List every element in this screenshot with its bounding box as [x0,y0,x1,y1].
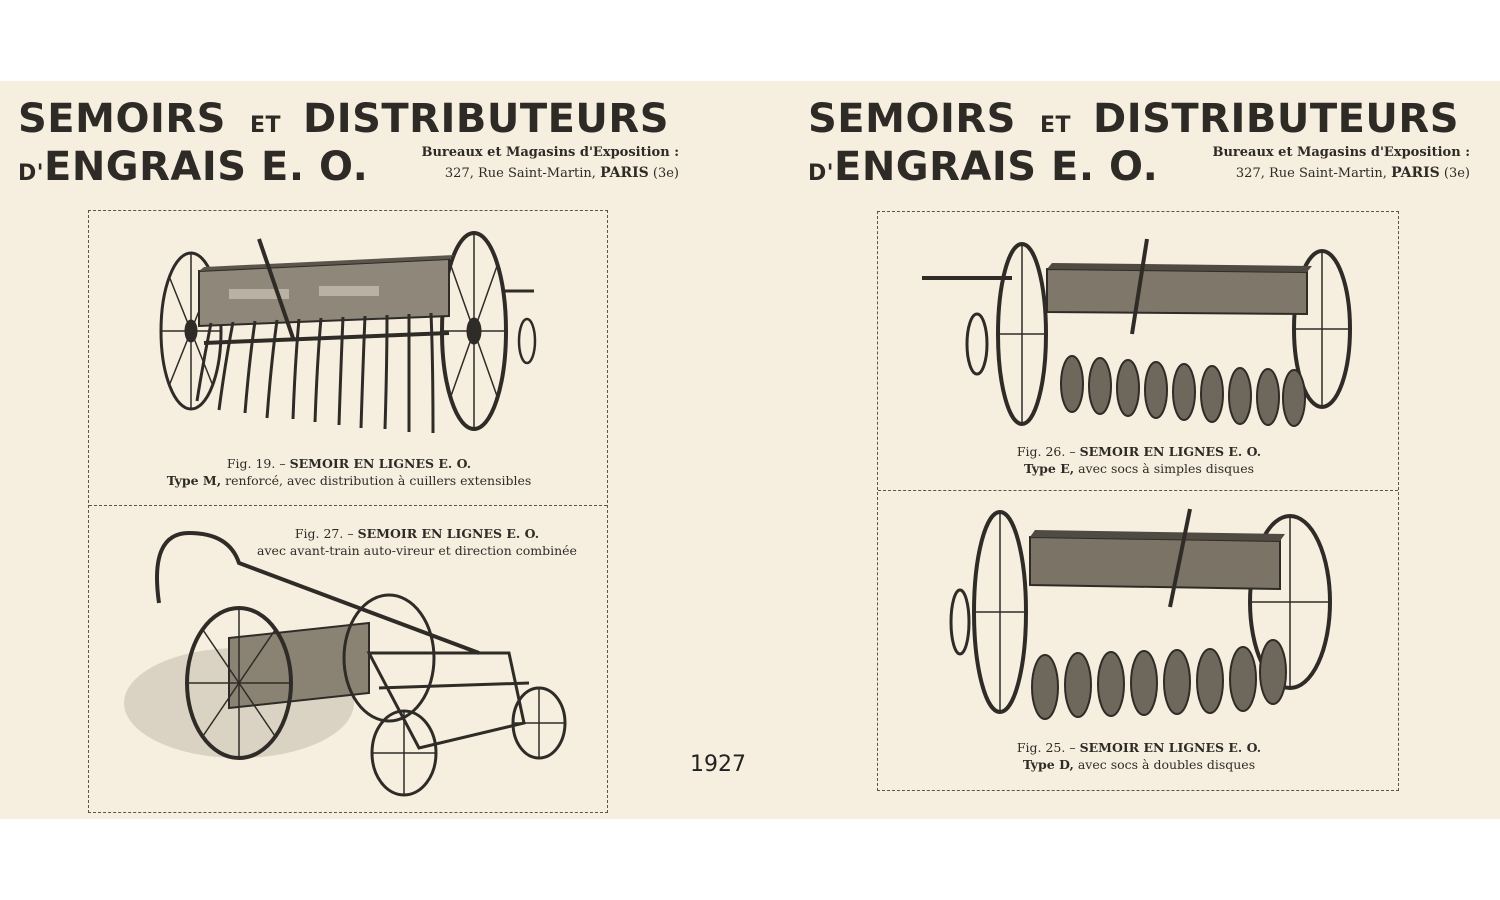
title-engrais: ENGRAIS E. O. [834,144,1159,190]
fig26-type: Type E, [1023,461,1075,476]
address-city: PARIS [600,165,649,181]
right-page [790,81,1490,819]
title-d: D' [808,161,834,186]
fig26-desc: avec socs à simples disques [1078,461,1255,476]
seed-drill-type-e-illustration [922,234,1362,434]
address-line2 [1205,163,1470,184]
fig19-caption [89,455,609,489]
address-line2 [414,163,679,184]
year-label: 1927 [690,752,746,777]
fig25-desc: avec socs à doubles disques [1077,757,1256,772]
address-line1: Bureaux et Magasins d'Exposition : [1212,145,1470,160]
address-block [414,143,679,184]
fig25-caption-line1 [878,739,1400,756]
fig26-caption-line2 [878,460,1400,477]
fig25-caption [878,739,1400,773]
seed-drill-fore-carriage-illustration [119,523,569,803]
frame-divider [89,505,607,506]
title-d: D' [18,161,44,186]
title-distributeurs: DISTRIBUTEURS [1092,96,1460,142]
figure-frame [877,211,1399,791]
fig19-caption-line2 [89,472,609,489]
header-title-line2 [18,143,368,198]
address-street: 327, Rue Saint-Martin, [444,166,596,181]
address-arrondissement: (3e) [652,166,679,181]
fig25-type: Type D, [1022,757,1074,772]
title-distributeurs: DISTRIBUTEURS [302,96,670,142]
fig27-desc: avec avant-train auto-vireur et direction combinée [257,543,577,558]
address-arrondissement: (3e) [1443,166,1470,181]
seed-drill-type-m-illustration [149,231,539,451]
fig26-caption-line1 [878,443,1400,460]
figure-frame [88,210,608,813]
fig25-title: SEMOIR EN LIGNES E. O. [1079,740,1262,755]
title-et: ET [1039,113,1071,138]
title-semoirs: SEMOIRS [18,96,226,142]
seed-drill-type-d-illustration [940,507,1340,732]
header-title-line2 [808,143,1158,198]
frame-divider [878,490,1398,491]
fig26-label: Fig. 26. – [1016,444,1076,459]
title-et: ET [249,113,281,138]
fig19-caption-line1 [89,455,609,472]
address-line1: Bureaux et Magasins d'Exposition : [421,145,679,160]
address-street: 327, Rue Saint-Martin, [1235,166,1387,181]
left-page [0,81,700,819]
fig27-label: Fig. 27. – [294,526,354,541]
fig25-label: Fig. 25. – [1016,740,1076,755]
fig25-caption-line2 [878,756,1400,773]
title-semoirs: SEMOIRS [808,96,1016,142]
fig19-label: Fig. 19. – [226,456,286,471]
address-block [1205,143,1470,184]
fig19-desc: renforcé, avec distribution à cuillers extensibles [225,473,532,488]
fig19-type: Type M, [166,473,222,488]
title-engrais: ENGRAIS E. O. [44,144,369,190]
fig27-title: SEMOIR EN LIGNES E. O. [357,526,540,541]
fig26-caption [878,443,1400,477]
header-title-line1 [18,95,669,150]
address-city: PARIS [1391,165,1440,181]
fig26-title: SEMOIR EN LIGNES E. O. [1079,444,1262,459]
fig19-title: SEMOIR EN LIGNES E. O. [289,456,472,471]
header-title-line1 [808,95,1459,150]
